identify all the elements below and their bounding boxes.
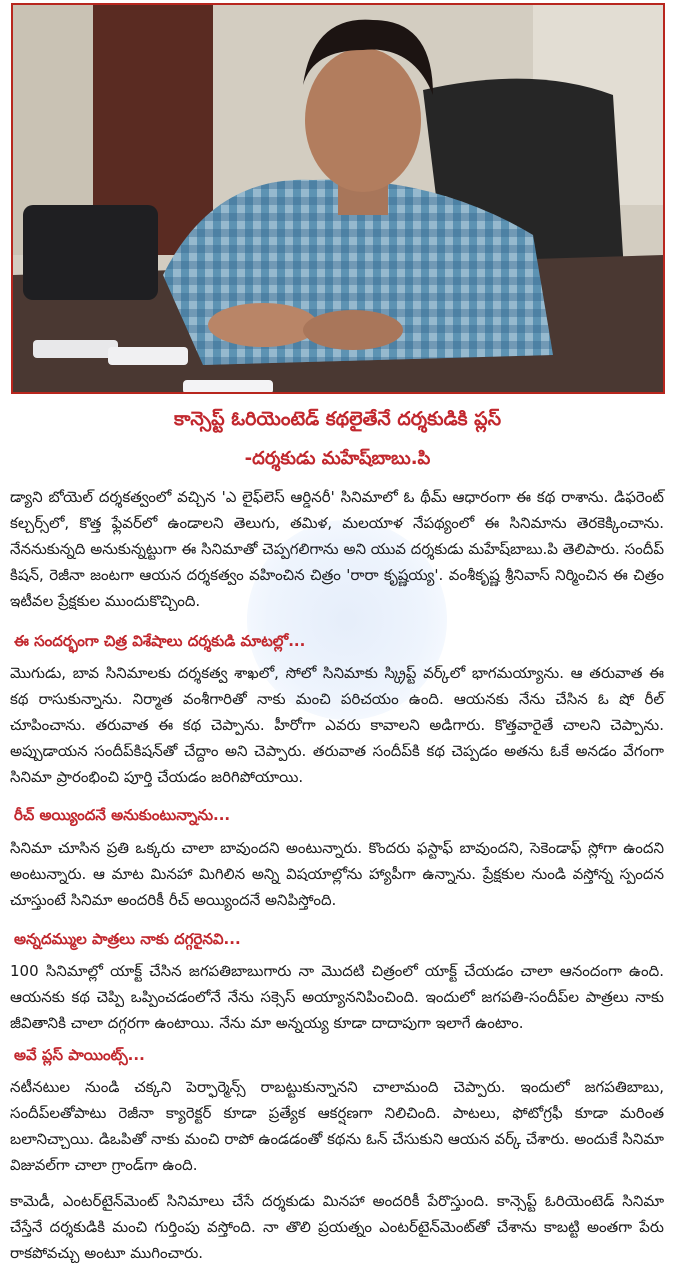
section-body-4: నటీనటుల నుండి చక్కని పెర్ఫార్మెన్స్ రాబట్టుకున్నానని చాలామంది చెప్పారు. ఇందులో జగపతిబాబు, సందీప్‌లతోపాటు రెజీనా క్యారెక్టర్ కూడా ప్రత్యేక ఆకర్షణగా నిలిచింది. పాటలు, ఫోటోగ్రఫీ కూడా మరింత బలానిచ్చాయి. డిఒపితో నాకు మంచి రాపో ఉండడంతో కథను ఓన్ చేసుకుని ఆయన వర్క్ చేశారు. అందుకే సినిమా విజువల్‌గా చాలా గ్రాండ్‌గా ఉంది. <box>10 1078 664 1174</box>
section-body-2: సినిమా చూసిన ప్రతి ఒక్కరు చాలా బావుందని అంటున్నారు. కొందరు ఫస్టాఫ్ బావుందని, సెకెండాఫ్ స్లోగా ఉందని అంటున్నారు. ఆ మాట మినహా మిగిలిన అన్ని విషయాల్లోను హ్యాపీగా ఉన్నాను. ప్రేక్షకుల నుండి వస్తోన్న స్పందన చూస్తుంటే సినిమా అందరికీ రీచ్ అయ్యిందనే అనిపిస్తోంది. <box>10 839 664 909</box>
section-body-3: 100 సినిమాల్లో యాక్ట్ చేసిన జగపతిబాబుగారు నా మొదటి చిత్రంలో యాక్ట్ చేయడం చాలా ఆనందంగా ఉంది. ఆయనకు కథ చెప్పి ఒప్పించడంలోనే నేను సక్సెస్ అయ్యాననిపించింది. ఇందులో జగపతి-సందీప్‌ల పాత్రలు నాకు జీవితానికి చాలా దగ్గరగా ఉంటాయి. నేను మా అన్నయ్య కూడా దాదాపుగా ఇలాగే ఉంటాం. <box>10 962 664 1032</box>
section-heading-2: రీచ్ అయ్యిందనే అనుకుంటున్నాను... <box>14 806 231 824</box>
article-closing: కామెడీ, ఎంటర్‌టైన్‌మెంట్ సినిమాలు చేసే దర్శకుడు మినహా అందరికీ పేరొస్తుంది. కాన్సెప్ట్ ఓరియెంటెడ్ సినిమా చేస్తేనే దర్శకుడికి మంచి గుర్తింపు వస్తోంది. నా తొలి ప్రయత్నం ఎంటర్‌టైన్‌మెంట్‌తో చేశాను కాబట్టి అంతగా పేరు రాకపోవచ్చు అంటూ ముగించారు. <box>10 1192 664 1262</box>
article-title: కాన్సెప్ట్ ఓరియెంటెడ్ కథలైతేనే దర్శకుడికి ప్లస్ <box>173 408 502 430</box>
article-photo <box>11 3 665 394</box>
section-heading-1: ఈ సందర్భంగా చిత్ర విశేషాలు దర్శకుడి మాటల్లో... <box>14 632 306 650</box>
section-heading-3: అన్నదమ్ముల పాత్రలు నాకు దగ్గరైనవి... <box>14 930 241 948</box>
section-heading-4: అవే ప్లస్ పాయింట్స్... <box>14 1046 145 1064</box>
article-subtitle: -దర్శకుడు మహేష్‌బాబు.పి <box>244 448 431 469</box>
section-body-1: మొగుడు, బావ సినిమాలకు దర్శకత్వ శాఖలో, సోలో సినిమాకు స్క్రిప్ట్ వర్క్‌లో భాగమయ్యాను. ఆ తరువాత ఈ కథ రాసుకున్నాను. నిర్మాత వంశీగారితో నాకు మంచి పరిచయం ఉంది. ఆయనకు నేను చేసిన ఓ షో రీల్ చూపించాను. తరువాత ఈ కథ చెప్పాను. హీరోగా ఎవరు కావాలని అడిగారు. కొత్తవారైతే చాలని చెప్పాను. అప్పుడాయన సందీప్‌కిషన్‌తో చేద్దాం అని చెప్పారు. తరువాత సందీప్‌కి కథ చెప్పడం అతను ఓకే అనడం వేగంగా సినిమా ప్రారంభించి పూర్తి చేయడం జరిగిపోయాయి. <box>10 664 664 786</box>
article-intro: డ్యాని బోయెల్ దర్శకత్వంలో వచ్చిన 'ఎ లైఫ్‌లెస్ ఆర్డినరీ' సినిమాలో ఓ థీమ్ ఆధారంగా ఈ కథ రాశాను. డిఫరెంట్ కల్చర్స్‌లో, కొత్త ఫ్లేవర్‌లో ఉండాలని తెలుగు, తమిళ, మలయాళ నేపథ్యంలో ఈ సినిమాను తెరకెక్కించాను. నేననుకున్నది అనుకున్నట్టుగా ఈ సినిమాతో చెప్పగలిగాను అని యువ దర్శకుడు మహేష్‌బాబు.పి తెలిపారు. సందీప్ కిషన్, రెజీనా జంటగా ఆయన దర్శకత్వం వహించిన చిత్రం 'రారా కృష్ణయ్య'. వంశీకృష్ణ శ్రీనివాస్ నిర్మించిన ఈ చిత్రం ఇటీవల ప్రేక్షకుల ముందుకొచ్చింది. <box>10 488 664 610</box>
